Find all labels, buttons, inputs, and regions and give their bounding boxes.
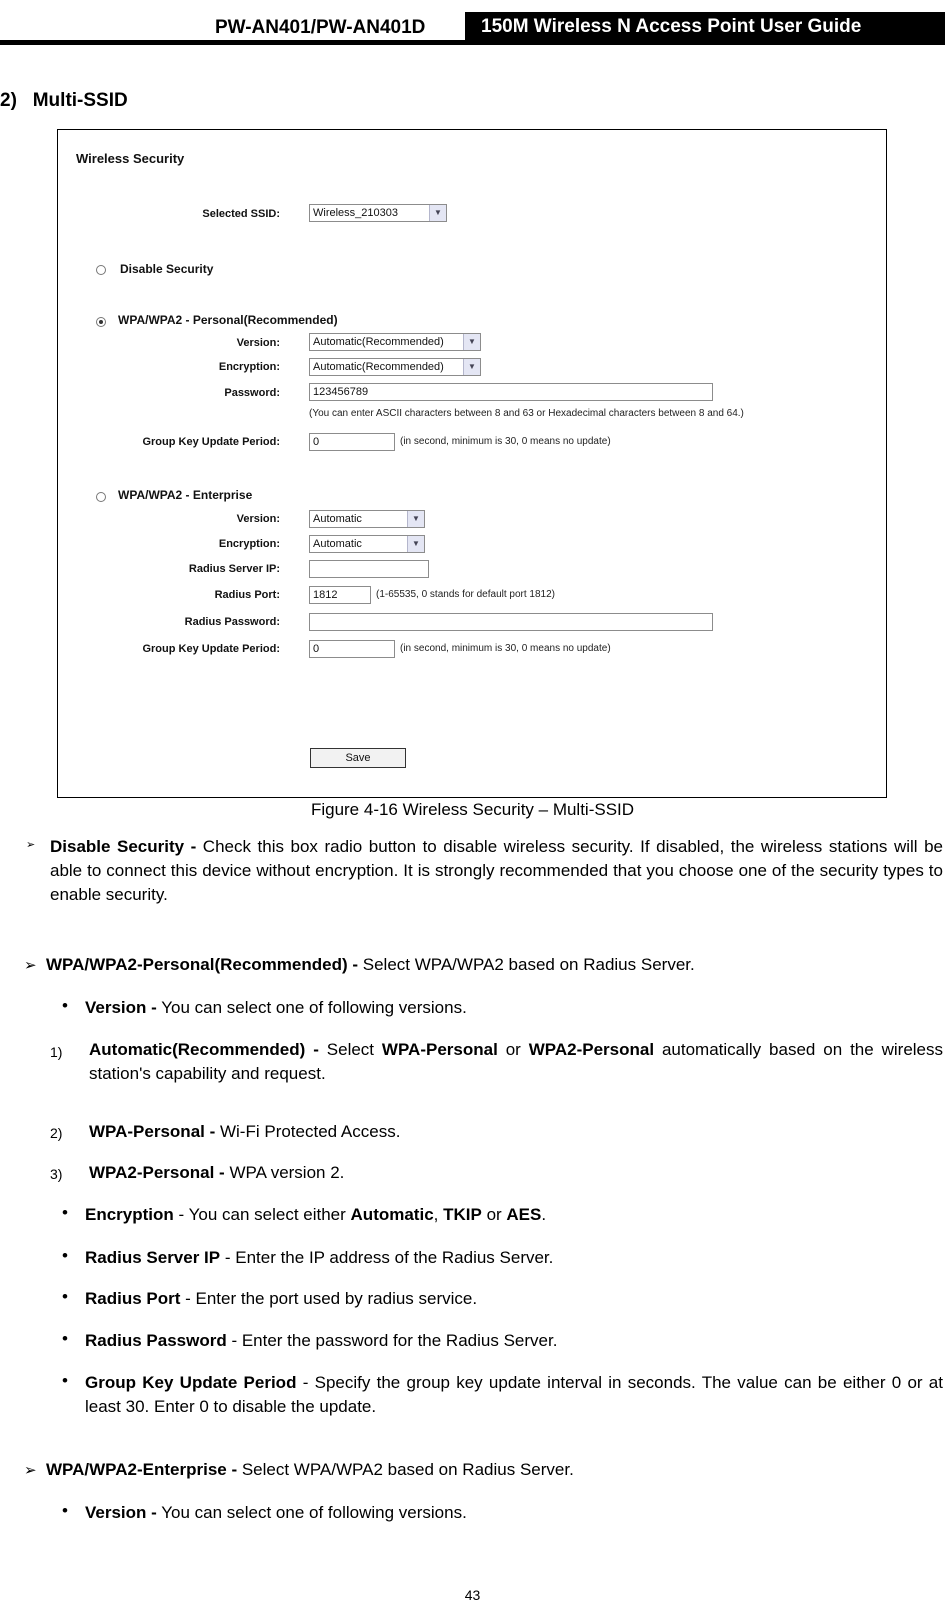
term: Radius Port (85, 1289, 181, 1308)
enterprise-gkup-label: Group Key Update Period: (142, 643, 280, 655)
version-item-2 (85, 1501, 467, 1525)
radius-ip-input[interactable] (309, 560, 429, 578)
automatic-item (89, 1038, 943, 1086)
chevron-down-icon: ▼ (429, 205, 446, 221)
arrow-bullet-icon: ➢ (26, 839, 36, 851)
wpa-enterprise-radio[interactable] (96, 492, 106, 502)
enterprise-version-select[interactable] (309, 510, 425, 528)
text: Wi-Fi Protected Access. (215, 1122, 401, 1141)
radius-password-input[interactable] (309, 613, 713, 631)
term: Radius Password (85, 1331, 227, 1350)
bullet-dot-icon: • (62, 1246, 68, 1265)
wpa-personal-radio[interactable] (96, 317, 106, 327)
term: TKIP (443, 1205, 482, 1224)
header-rule (0, 40, 945, 45)
text: automatically based on the wireless station's capability and request. (89, 1040, 944, 1083)
bullet-dot-icon: • (62, 1371, 68, 1390)
chevron-down-icon: ▼ (407, 536, 424, 552)
bullet-dot-icon: • (62, 1287, 68, 1306)
selected-ssid-label: Selected SSID: (202, 208, 280, 220)
arrow-bullet-icon: ➢ (24, 1462, 37, 1479)
bullet-dot-icon: • (62, 1501, 68, 1520)
bullet-dot-icon: • (62, 1203, 68, 1222)
enterprise-encryption-label: Encryption: (218, 538, 280, 550)
wpa2-personal-item (89, 1161, 344, 1185)
term: WPA/WPA2-Personal(Recommended) - (46, 955, 359, 974)
bullet-dot-icon: • (62, 996, 68, 1015)
personal-password-label: Password: (224, 387, 280, 399)
wpa-personal-item (89, 1120, 400, 1144)
selected-ssid-select[interactable] (309, 204, 447, 222)
term: Disable Security - (50, 837, 197, 856)
text: Check this box radio button to disable wireless security. If disabled, the wireless stations will be able to connect this device without encryption. It is strongly recommended that you choose one of the security types to enable security. (50, 837, 943, 904)
text: - You can select either (173, 1205, 351, 1224)
text: You can select one of following versions. (156, 1503, 467, 1522)
page-number: 43 (464, 1587, 481, 1603)
radius-ip-label: Radius Server IP: (188, 563, 280, 575)
term: WPA2-Personal (528, 1040, 655, 1059)
term: WPA-Personal - (89, 1122, 216, 1141)
text: Select WPA/WPA2 based on Radius Server. (237, 1460, 574, 1479)
personal-gkup-hint: (in second, minimum is 30, 0 means no update) (400, 436, 611, 447)
personal-gkup-label: Group Key Update Period: (142, 436, 280, 448)
arrow-bullet-icon: ➢ (24, 957, 37, 974)
personal-password-input[interactable]: 123456789 (309, 383, 713, 401)
term: Automatic (350, 1205, 434, 1224)
text: - Enter the port used by radius service. (180, 1289, 478, 1308)
text: or (481, 1205, 507, 1224)
save-button[interactable]: Save (310, 748, 406, 768)
personal-version-label: Version: (236, 337, 280, 349)
personal-encryption-value: Automatic(Recommended) (313, 361, 444, 373)
enterprise-gkup-input[interactable]: 0 (309, 640, 395, 658)
screenshot-title: Wireless Security (76, 151, 185, 166)
enterprise-encryption-select[interactable] (309, 535, 425, 553)
enterprise-version-value: Automatic (313, 513, 362, 525)
term: WPA/WPA2-Enterprise - (46, 1460, 238, 1479)
wpa-personal-label: WPA/WPA2 - Personal(Recommended) (118, 313, 338, 327)
text: - Enter the password for the Radius Server. (226, 1331, 558, 1350)
bullet-dot-icon: • (62, 1329, 68, 1348)
enterprise-gkup-hint: (in second, minimum is 30, 0 means no update) (400, 643, 611, 654)
text: - Specify the group key update interval in seconds. The value can be either 0 or at least 30. Enter 0 to disable the update. (85, 1373, 943, 1416)
version-item (85, 996, 467, 1020)
term: Group Key Update Period (85, 1373, 297, 1392)
radius-port-item (85, 1287, 477, 1311)
list-number: 3) (50, 1166, 63, 1182)
chevron-down-icon: ▼ (463, 334, 480, 350)
personal-version-select[interactable] (309, 333, 481, 351)
encryption-item (85, 1203, 546, 1227)
term: WPA-Personal (381, 1040, 498, 1059)
term: Version - (85, 1503, 157, 1522)
radius-port-hint: (1-65535, 0 stands for default port 1812) (376, 589, 556, 600)
disable-security-radio[interactable] (96, 265, 106, 275)
enterprise-encryption-value: Automatic (313, 538, 362, 550)
term: AES (506, 1205, 542, 1224)
personal-encryption-select[interactable] (309, 358, 481, 376)
personal-encryption-label: Encryption: (218, 361, 280, 373)
personal-version-value: Automatic(Recommended) (313, 336, 444, 348)
wireless-security-screenshot (58, 130, 886, 797)
figure-caption: Figure 4-16 Wireless Security – Multi-SSID (310, 800, 635, 819)
enterprise-paragraph (46, 1458, 941, 1482)
personal-paragraph (46, 953, 941, 977)
enterprise-version-label: Version: (236, 513, 280, 525)
text: Select WPA/WPA2 based on Radius Server. (358, 955, 695, 974)
chevron-down-icon: ▼ (407, 511, 424, 527)
text: . (541, 1205, 547, 1224)
radius-port-input[interactable]: 1812 (309, 586, 371, 604)
term: Radius Server IP (85, 1248, 221, 1267)
term: WPA2-Personal - (89, 1163, 225, 1182)
text: - Enter the IP address of the Radius Server. (220, 1248, 554, 1267)
text: or (497, 1040, 529, 1059)
list-number: 2) (50, 1125, 63, 1141)
guide-title: 150M Wireless N Access Point User Guide (465, 12, 945, 42)
radius-password-item (85, 1329, 557, 1353)
term: Automatic(Recommended) - (89, 1040, 319, 1059)
figure-frame (57, 129, 887, 798)
section-heading: 2) Multi-SSID (0, 90, 128, 111)
wpa-enterprise-label: WPA/WPA2 - Enterprise (118, 488, 253, 502)
radius-port-label: Radius Port: (214, 589, 280, 601)
text: You can select one of following versions. (156, 998, 467, 1017)
radius-password-label: Radius Password: (184, 616, 280, 628)
gkup-item (85, 1371, 943, 1419)
term: Encryption (85, 1205, 174, 1224)
text: Select (318, 1040, 382, 1059)
radius-ip-item (85, 1246, 553, 1270)
text: WPA version 2. (224, 1163, 345, 1182)
term: Version - (85, 998, 157, 1017)
page-header (0, 0, 945, 46)
personal-password-hint: (You can enter ASCII characters between 8 and 63 or Hexadecimal characters between 8 and 64.) (309, 408, 744, 419)
disable-security-paragraph (50, 835, 943, 907)
text: , (433, 1205, 444, 1224)
model-name: PW-AN401/PW-AN401D (215, 17, 426, 38)
selected-ssid-value: Wireless_210303 (313, 207, 398, 219)
disable-security-label: Disable Security (120, 262, 214, 276)
personal-gkup-input[interactable]: 0 (309, 433, 395, 451)
list-number: 1) (50, 1044, 63, 1060)
chevron-down-icon: ▼ (463, 359, 480, 375)
